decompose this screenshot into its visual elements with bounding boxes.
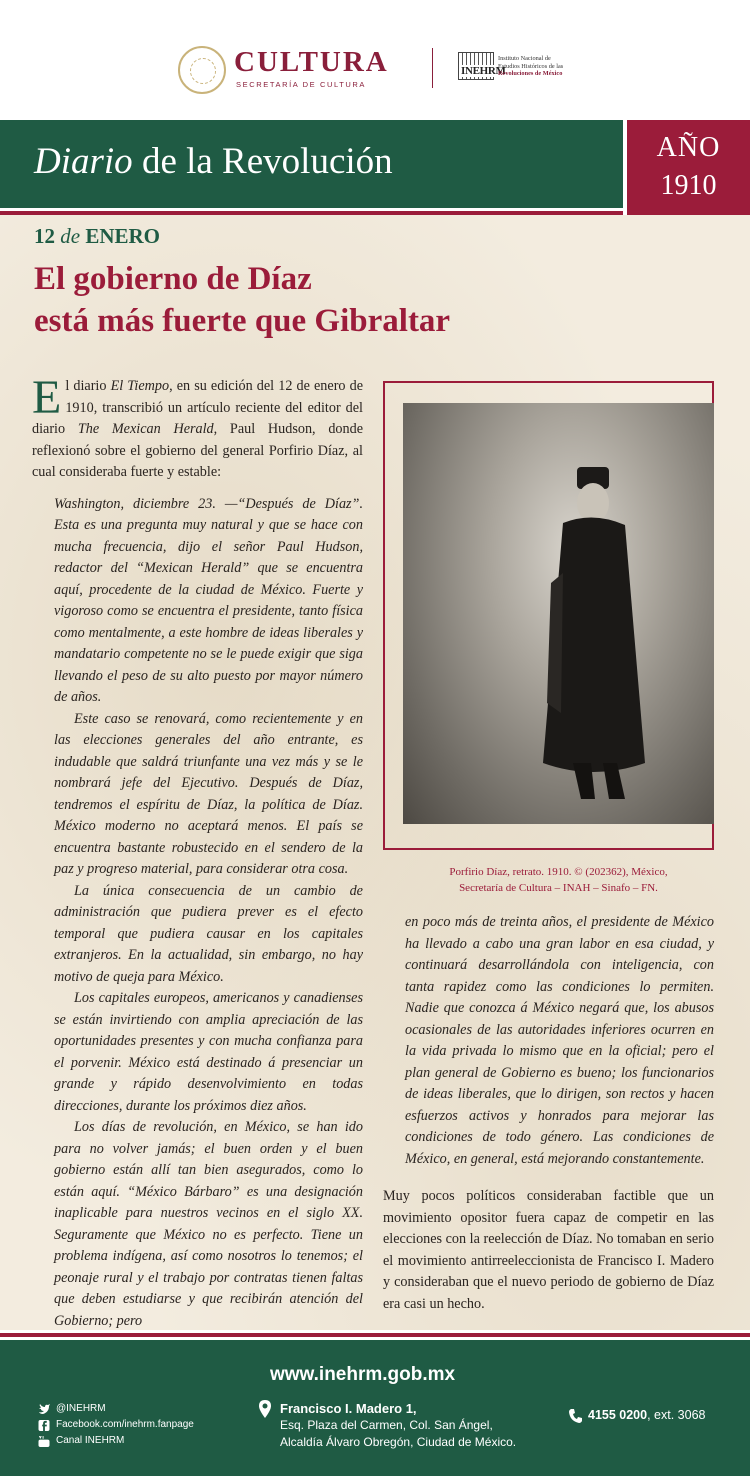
inehrm-full-name: [498, 55, 608, 78]
article-conclusion: [383, 1186, 714, 1315]
article-headline: [34, 258, 594, 342]
inehrm-line-3: Revoluciones de México: [498, 70, 563, 77]
series-title-rest: de la Revolución: [132, 141, 393, 182]
address-line-1: Francisco I. Madero 1,: [280, 1401, 417, 1416]
photo-caption: [403, 864, 714, 896]
date-de: de: [60, 224, 81, 248]
inehrm-line-2: Estudios Históricos de las: [498, 62, 564, 70]
facebook-link[interactable]: [38, 1417, 194, 1433]
phone-extension: , ext. 3068: [647, 1408, 706, 1422]
secretaria-text: SECRETARÍA DE CULTURA: [236, 80, 367, 89]
phone-icon: [568, 1408, 582, 1424]
twitter-icon: [38, 1404, 50, 1415]
youtube-channel: Canal INEHRM: [56, 1435, 125, 1446]
logo-divider: [432, 48, 433, 88]
article-date: [34, 224, 160, 249]
inehrm-line-1: Instituto Nacional de: [498, 55, 551, 62]
portrait-figure: [533, 463, 653, 803]
location-pin-icon: [258, 1400, 272, 1418]
header-bar: [0, 0, 750, 120]
intro-text-a: l diario: [65, 378, 111, 394]
intro-paragraph: [32, 371, 364, 484]
quoted-article: [32, 494, 363, 1333]
youtube-link[interactable]: [38, 1433, 194, 1449]
address-line-3: Alcaldía Álvaro Obregón, Ciudad de México.: [280, 1435, 517, 1449]
headline-line-1: El gobierno de Díaz: [34, 261, 312, 297]
twitter-handle: @INEHRM: [56, 1403, 106, 1414]
caption-line-2: Secretaría de Cultura – INAH – Sinafo – FN.: [459, 882, 658, 894]
intro-text-c: , Paul Hudson, donde reflexionó sobre el gobierno del general Porfirio Díaz, al cual consideraba fuerte y estable:: [32, 421, 363, 480]
social-links: [38, 1401, 194, 1449]
newspaper-name-1: El Tiempo: [110, 378, 170, 394]
phone-main: 4155 0200: [588, 1408, 648, 1422]
quote-paragraph-6: en poco más de treinta años, el presidente de México ha llevado a cabo una gran labor en esa ciudad, y continuará desarrollándola con inteligencia, con tanta rapidez como las condiciones lo permiten. Nadie que conozca á México negará que, los abusos ocasionales de las autoridades inferiores ocurren en la vida privada lo mismo que en la oficial; pero el plan general de Gobierno es bueno; los funcionarios de ideas liberales, que lo dirigen, son rectos y hacen esfuerzos activos y honrados para mejorar las condiciones de todo género. Las condiciones de México, en general, está mejorando constantemente.: [405, 914, 714, 1167]
footer-rule: [0, 1333, 750, 1337]
intro-text-b: , en su edición del 12 de enero de 1910, transcribió un artículo reciente del editor del diario: [32, 378, 364, 437]
caption-line-1: Porfirio Díaz, retrato. 1910. © (202362), México,: [449, 866, 668, 878]
facebook-icon: [38, 1420, 50, 1431]
quote-paragraph-1: Washington, diciembre 23. —“Después de Díaz”. Esta es una pregunta muy natural y que se hace con mucha frecuencia, dijo el señor Paul Hudson, redactor del “Mexican Herald” que se encuentra aquí, procedente de la ciudad de México. Fuerte y vigoroso como se encuentra el presidente, tanto física como mentalmente, a este hombre de ideas liberales y mandatario competente no se le puede exigir que siga llevando el peso de su alto puesto por mayor número de años.: [54, 495, 363, 705]
quote-paragraph-3: La única consecuencia de un cambio de administración que pudiera prever es el efecto temporal que pudiera causar en los capitales extranjeros. En la actualidad, sin embargo, no hay motivo de queja para México.: [54, 882, 363, 985]
date-day: 12: [34, 224, 55, 248]
quote-paragraph-2: Este caso se renovará, como recientemente y en las elecciones generales del año entrante, es indudable que saldrá triunfante una vez más y se le nombrará jefe del Ejecutivo. Después de Díaz, tendremos el espíritu de Díaz, la política de Díaz. México moderno no aceptará menos. El país se encuentra bastante robustecido en el sendero de la paz y progreso material, para considerar otra cosa.: [54, 710, 363, 877]
address: [280, 1400, 516, 1451]
quote-paragraph-4: Los capitales europeos, americanos y canadienses se están invirtiendo con amplia apreciación de las oportunidades presentes y con mucha confianza para el porvenir. México está destinado á presenciar un grande y rápido desenvolvimiento en todas direcciones, durante los próximos diez años.: [54, 990, 363, 1114]
year-badge: [623, 120, 750, 215]
year-badge-label: AÑO: [656, 132, 721, 163]
date-month: ENERO: [85, 224, 161, 248]
series-title: [34, 140, 393, 183]
twitter-link[interactable]: [38, 1401, 194, 1417]
headline-line-2: está más fuerte que Gibraltar: [34, 303, 451, 339]
phone-number[interactable]: [588, 1408, 705, 1422]
inehrm-acronym: INEHRM: [461, 65, 506, 77]
youtube-icon: [38, 1436, 50, 1447]
series-title-italic: Diario: [34, 141, 133, 182]
quote-paragraph-5: Los días de revolución, en México, se han ido para no volver jamás; el buen orden y el buen gobierno están allí tan bien asegurados, como lo están aquí. “México Bárbaro” es una designación inaplicable para nuestros vecinos en el siglo XX. Seguramente que México no es perfecto. Tiene un problema indígena, así como nosotros lo tenemos; el peonaje rural y el trabajo por contratas tienen faltas que deben estudiarse y que recibirán atención del Gobierno; pero: [54, 1119, 363, 1329]
article-left-column: [32, 371, 364, 1332]
facebook-handle: Facebook.com/inehrm.fanpage: [56, 1419, 194, 1430]
website-link[interactable]: www.inehrm.gob.mx: [270, 1364, 456, 1385]
coat-of-arms-icon: [178, 46, 226, 94]
year-badge-value: 1910: [660, 170, 717, 201]
address-line-2: Esq. Plaza del Carmen, Col. San Ángel,: [280, 1418, 493, 1432]
closing-paragraph: Muy pocos políticos consideraban factible que un movimiento opositor fuera capaz de competir en las elecciones con la reelección de Díaz. No tomaban en serio el movimiento antirreeleccionista de Francisco I. Madero y consideraban que el nuevo periodo de gobierno de Díaz era casi un hecho.: [383, 1188, 714, 1312]
cultura-logo-text: CULTURA: [234, 46, 389, 78]
porfirio-diaz-portrait: [403, 403, 714, 824]
quote-continuation: [405, 912, 714, 1170]
newspaper-name-2: The Mexican Herald: [77, 421, 214, 437]
drop-cap: E: [32, 371, 62, 424]
